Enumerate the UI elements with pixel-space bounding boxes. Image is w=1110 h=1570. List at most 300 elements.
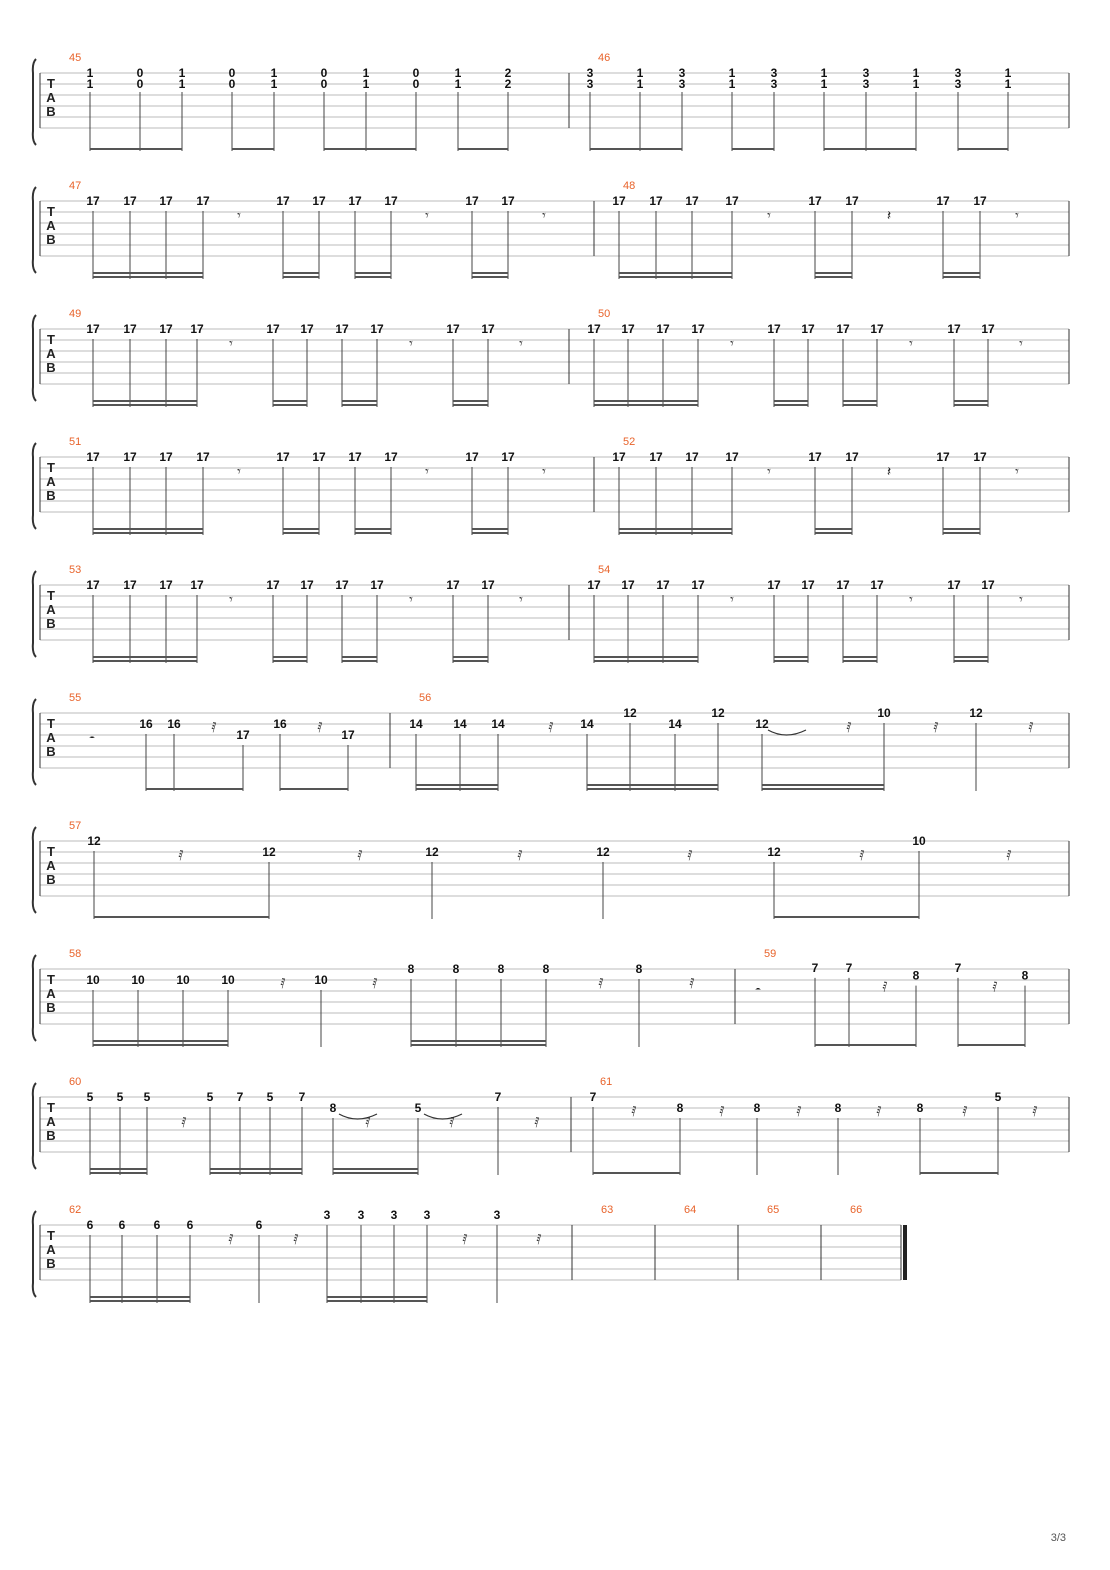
fret-number: 1 bbox=[1004, 77, 1012, 91]
fret-number: 1 bbox=[270, 66, 278, 80]
measure-number: 48 bbox=[623, 180, 636, 192]
fret-number: 0 bbox=[412, 66, 420, 80]
tab-clef-letter: A bbox=[46, 986, 56, 1001]
beam bbox=[453, 660, 488, 662]
beam bbox=[90, 1172, 147, 1174]
fret-number: 8 bbox=[912, 968, 920, 983]
rest: 𝄾 bbox=[237, 208, 241, 224]
system-bracket bbox=[33, 59, 36, 145]
rest: 𝄾 bbox=[409, 592, 413, 608]
measure-number: 55 bbox=[69, 692, 82, 704]
rest: 𝄾 bbox=[542, 208, 546, 224]
fret-number: 7 bbox=[589, 1090, 597, 1104]
fret-number: 5 bbox=[86, 1090, 94, 1104]
tab-system bbox=[33, 308, 1069, 407]
rest: 𝄽 bbox=[886, 464, 892, 480]
fret-number: 17 bbox=[801, 578, 815, 592]
beam bbox=[619, 276, 732, 278]
rest: 𝄾 bbox=[1019, 592, 1023, 608]
measure-number: 46 bbox=[598, 52, 611, 64]
rest: 𝅀 bbox=[846, 720, 852, 736]
fret-number: 3 bbox=[770, 66, 778, 80]
fret-number: 17 bbox=[341, 728, 355, 742]
fret-number: 17 bbox=[501, 194, 515, 208]
fret-number: 17 bbox=[86, 450, 100, 464]
rest: 𝄾 bbox=[229, 336, 233, 352]
beam bbox=[273, 660, 307, 662]
beam bbox=[815, 528, 852, 530]
tab-clef-letter: B bbox=[46, 1128, 56, 1143]
fret-number: 17 bbox=[725, 194, 739, 208]
tab-clef-letter: B bbox=[46, 616, 56, 631]
fret-number: 1 bbox=[636, 77, 644, 91]
fret-number: 17 bbox=[801, 322, 815, 336]
fret-number: 1 bbox=[454, 77, 462, 91]
fret-number: 8 bbox=[1021, 968, 1029, 983]
beam bbox=[619, 532, 732, 534]
beam bbox=[593, 1172, 680, 1174]
fret-number: 17 bbox=[335, 322, 349, 336]
fret-number: 8 bbox=[542, 962, 550, 976]
fret-number: 3 bbox=[423, 1208, 431, 1223]
beam bbox=[333, 1168, 418, 1170]
fret-number: 17 bbox=[159, 194, 173, 208]
fret-number: 1 bbox=[1004, 66, 1012, 80]
beam bbox=[594, 660, 698, 662]
tab-system bbox=[33, 52, 1069, 151]
beam bbox=[93, 656, 197, 658]
fret-number: 17 bbox=[685, 450, 699, 464]
fret-number: 10 bbox=[314, 973, 328, 987]
fret-number: 17 bbox=[981, 322, 995, 336]
beam bbox=[472, 276, 508, 278]
fret-number: 17 bbox=[845, 450, 859, 464]
beam bbox=[453, 404, 488, 406]
fret-number: 1 bbox=[820, 66, 828, 80]
tab-clef-letter: A bbox=[46, 474, 56, 489]
fret-number: 17 bbox=[276, 194, 290, 208]
rest: 𝅀 bbox=[719, 1104, 725, 1120]
rest: 𝅀 bbox=[280, 976, 286, 992]
beam bbox=[954, 400, 988, 402]
fret-number: 14 bbox=[453, 717, 467, 731]
beam bbox=[958, 148, 1008, 150]
fret-number: 1 bbox=[912, 77, 920, 91]
fret-number: 17 bbox=[86, 322, 100, 336]
rest: 𝅀 bbox=[876, 1104, 882, 1120]
tab-clef-letter: T bbox=[47, 460, 55, 475]
rest: 𝅀 bbox=[357, 848, 363, 864]
beam bbox=[594, 404, 698, 406]
fret-number: 17 bbox=[370, 578, 384, 592]
tab-clef-letter: T bbox=[47, 716, 55, 731]
rest: 𝅀 bbox=[449, 1115, 455, 1131]
fret-number: 17 bbox=[86, 194, 100, 208]
fret-number: 0 bbox=[320, 77, 328, 91]
beam bbox=[93, 1044, 228, 1046]
beam bbox=[93, 404, 197, 406]
fret-number: 12 bbox=[262, 845, 276, 859]
beam bbox=[283, 528, 319, 530]
rest: 𝅀 bbox=[293, 1232, 299, 1248]
rest: 𝅀 bbox=[859, 848, 865, 864]
rest: 𝄾 bbox=[519, 592, 523, 608]
fret-number: 5 bbox=[116, 1090, 124, 1104]
fret-number: 17 bbox=[587, 322, 601, 336]
fret-number: 12 bbox=[596, 845, 610, 859]
beam bbox=[472, 272, 508, 274]
beam bbox=[587, 784, 718, 786]
fret-number: 0 bbox=[228, 77, 236, 91]
beam bbox=[327, 1296, 427, 1298]
fret-number: 6 bbox=[118, 1218, 126, 1232]
beam bbox=[273, 404, 307, 406]
fret-number: 17 bbox=[836, 322, 850, 336]
fret-number: 16 bbox=[167, 717, 181, 731]
beam bbox=[954, 660, 988, 662]
fret-number: 0 bbox=[136, 77, 144, 91]
fret-number: 1 bbox=[270, 77, 278, 91]
fret-number: 12 bbox=[969, 706, 983, 720]
fret-number: 5 bbox=[266, 1090, 274, 1104]
rest: 𝅀 bbox=[317, 720, 323, 736]
beam bbox=[210, 1168, 302, 1170]
rest: 𝄼 bbox=[89, 731, 95, 747]
tab-clef-letter: A bbox=[46, 218, 56, 233]
fret-number: 17 bbox=[936, 194, 950, 208]
beam bbox=[283, 272, 319, 274]
rest: 𝅀 bbox=[211, 720, 217, 736]
system-bracket bbox=[33, 571, 36, 657]
rest: 𝅀 bbox=[372, 976, 378, 992]
tab-clef-letter: B bbox=[46, 104, 56, 119]
beam bbox=[273, 400, 307, 402]
rest: 𝄾 bbox=[767, 208, 771, 224]
fret-number: 17 bbox=[370, 322, 384, 336]
rest: 𝄾 bbox=[519, 336, 523, 352]
beam bbox=[619, 528, 732, 530]
beam bbox=[590, 148, 682, 150]
beam bbox=[342, 656, 377, 658]
fret-number: 0 bbox=[136, 66, 144, 80]
rest: 𝅀 bbox=[598, 976, 604, 992]
fret-number: 17 bbox=[446, 322, 460, 336]
fret-number: 17 bbox=[123, 450, 137, 464]
fret-number: 3 bbox=[862, 66, 870, 80]
rest: 𝅀 bbox=[517, 848, 523, 864]
measure-number: 57 bbox=[69, 820, 82, 832]
fret-number: 8 bbox=[916, 1101, 924, 1115]
tab-clef-letter: T bbox=[47, 588, 55, 603]
beam bbox=[453, 400, 488, 402]
fret-number: 8 bbox=[676, 1101, 684, 1115]
fret-number: 1 bbox=[454, 66, 462, 80]
measure-number: 49 bbox=[69, 308, 82, 320]
fret-number: 3 bbox=[323, 1208, 331, 1223]
rest: 𝅀 bbox=[992, 979, 998, 996]
tab-system bbox=[33, 948, 1069, 1047]
fret-number: 5 bbox=[994, 1090, 1002, 1104]
fret-number: 6 bbox=[255, 1218, 263, 1232]
measure-number: 63 bbox=[601, 1204, 614, 1216]
fret-number: 17 bbox=[612, 194, 626, 208]
beam bbox=[416, 784, 498, 786]
beam bbox=[453, 656, 488, 658]
fret-number: 17 bbox=[870, 578, 884, 592]
fret-number: 17 bbox=[981, 578, 995, 592]
rest: 𝅀 bbox=[1032, 1104, 1038, 1120]
beam bbox=[843, 656, 877, 658]
beam bbox=[815, 1044, 916, 1046]
fret-number: 14 bbox=[580, 717, 594, 731]
fret-number: 14 bbox=[491, 717, 505, 731]
rest: 𝅀 bbox=[689, 976, 695, 992]
tie bbox=[339, 1114, 377, 1119]
fret-number: 3 bbox=[954, 77, 962, 91]
beam bbox=[93, 528, 203, 530]
rest: 𝅀 bbox=[796, 1104, 802, 1120]
beam bbox=[472, 528, 508, 530]
rest: 𝅀 bbox=[687, 848, 693, 864]
beam bbox=[283, 532, 319, 534]
fret-number: 1 bbox=[820, 77, 828, 91]
rest: 𝅀 bbox=[178, 848, 184, 864]
fret-number: 1 bbox=[86, 77, 94, 91]
system-bracket bbox=[33, 315, 36, 401]
beam bbox=[954, 656, 988, 658]
fret-number: 17 bbox=[312, 194, 326, 208]
tab-clef-letter: T bbox=[47, 76, 55, 91]
beam bbox=[920, 1172, 998, 1174]
fret-number: 3 bbox=[770, 77, 778, 91]
fret-number: 16 bbox=[273, 717, 287, 731]
fret-number: 6 bbox=[186, 1218, 194, 1232]
beam bbox=[327, 1300, 427, 1302]
tab-system bbox=[33, 1076, 1069, 1175]
tab-clef-letter: T bbox=[47, 1228, 55, 1243]
system-bracket bbox=[33, 1211, 36, 1297]
fret-number: 5 bbox=[206, 1090, 214, 1104]
fret-number: 17 bbox=[123, 194, 137, 208]
fret-number: 10 bbox=[912, 834, 926, 848]
fret-number: 0 bbox=[412, 77, 420, 91]
rest: 𝄾 bbox=[542, 464, 546, 480]
beam bbox=[411, 1040, 546, 1042]
fret-number: 17 bbox=[501, 450, 515, 464]
tab-clef-letter: T bbox=[47, 972, 55, 987]
tab-clef-letter: B bbox=[46, 1000, 56, 1015]
rest: 𝅀 bbox=[181, 1115, 187, 1131]
tab-clef-letter: T bbox=[47, 204, 55, 219]
fret-number: 3 bbox=[678, 66, 686, 80]
tab-clef-letter: A bbox=[46, 346, 56, 361]
fret-number: 17 bbox=[973, 194, 987, 208]
fret-number: 10 bbox=[221, 973, 235, 987]
beam bbox=[774, 400, 808, 402]
beam bbox=[342, 660, 377, 662]
beam bbox=[958, 1044, 1025, 1046]
rest: 𝅀 bbox=[228, 1232, 234, 1248]
fret-number: 17 bbox=[481, 322, 495, 336]
measure-number: 64 bbox=[684, 1204, 697, 1216]
fret-number: 6 bbox=[153, 1218, 161, 1232]
fret-number: 5 bbox=[143, 1090, 151, 1104]
fret-number: 17 bbox=[621, 578, 635, 592]
tab-clef-letter: A bbox=[46, 1114, 56, 1129]
fret-number: 17 bbox=[312, 450, 326, 464]
fret-number: 16 bbox=[139, 717, 153, 731]
final-barline bbox=[903, 1225, 907, 1280]
rest: 𝄾 bbox=[229, 592, 233, 608]
tab-clef-letter: B bbox=[46, 1256, 56, 1271]
measure-number: 56 bbox=[419, 692, 432, 704]
fret-number: 2 bbox=[504, 66, 512, 80]
fret-number: 12 bbox=[425, 845, 439, 859]
fret-number: 3 bbox=[678, 77, 686, 91]
fret-number: 17 bbox=[190, 322, 204, 336]
rest: 𝅀 bbox=[462, 1232, 468, 1248]
beam bbox=[943, 528, 980, 530]
rest: 𝄾 bbox=[425, 208, 429, 224]
beam bbox=[355, 272, 391, 274]
fret-number: 1 bbox=[362, 77, 370, 91]
tab-clef-letter: B bbox=[46, 872, 56, 887]
rest: 𝄾 bbox=[1019, 336, 1023, 352]
rest: 𝅀 bbox=[631, 1104, 637, 1120]
fret-number: 17 bbox=[300, 578, 314, 592]
measure-number: 52 bbox=[623, 436, 636, 448]
tab-clef-letter: A bbox=[46, 858, 56, 873]
fret-number: 17 bbox=[190, 578, 204, 592]
fret-number: 1 bbox=[728, 66, 736, 80]
beam bbox=[146, 788, 243, 790]
fret-number: 12 bbox=[623, 706, 637, 720]
fret-number: 17 bbox=[465, 450, 479, 464]
fret-number: 17 bbox=[276, 450, 290, 464]
rest: 𝅀 bbox=[1006, 848, 1012, 864]
tab-clef-letter: T bbox=[47, 844, 55, 859]
fret-number: 12 bbox=[755, 717, 769, 731]
beam bbox=[93, 1040, 228, 1042]
fret-number: 17 bbox=[656, 578, 670, 592]
beam bbox=[774, 660, 808, 662]
fret-number: 17 bbox=[621, 322, 635, 336]
measure-number: 59 bbox=[764, 948, 777, 960]
rest: 𝅀 bbox=[536, 1232, 542, 1248]
fret-number: 7 bbox=[845, 960, 853, 975]
rest: 𝄽 bbox=[886, 208, 892, 224]
fret-number: 7 bbox=[811, 960, 819, 975]
fret-number: 17 bbox=[691, 578, 705, 592]
measure-number: 54 bbox=[598, 564, 611, 576]
fret-number: 17 bbox=[587, 578, 601, 592]
beam bbox=[587, 788, 718, 790]
fret-number: 17 bbox=[159, 322, 173, 336]
measure-number: 50 bbox=[598, 308, 611, 320]
measure-number: 53 bbox=[69, 564, 82, 576]
fret-number: 1 bbox=[728, 77, 736, 91]
beam bbox=[843, 400, 877, 402]
tie bbox=[424, 1114, 462, 1119]
rest: 𝄼 bbox=[755, 982, 761, 999]
beam bbox=[943, 272, 980, 274]
fret-number: 17 bbox=[947, 322, 961, 336]
beam bbox=[774, 916, 919, 918]
fret-number: 10 bbox=[877, 706, 891, 720]
fret-number: 7 bbox=[494, 1090, 502, 1104]
beam bbox=[472, 532, 508, 534]
rest: 𝄾 bbox=[1015, 464, 1019, 480]
fret-number: 5 bbox=[414, 1101, 422, 1115]
fret-number: 1 bbox=[912, 66, 920, 80]
tab-clef-letter: A bbox=[46, 1242, 56, 1257]
fret-number: 10 bbox=[131, 973, 145, 987]
fret-number: 17 bbox=[446, 578, 460, 592]
fret-number: 8 bbox=[329, 1101, 337, 1115]
rest: 𝄾 bbox=[1015, 208, 1019, 224]
fret-number: 14 bbox=[668, 717, 682, 731]
fret-number: 8 bbox=[407, 962, 415, 976]
tab-clef-letter: B bbox=[46, 744, 56, 759]
fret-number: 3 bbox=[586, 77, 594, 91]
rest: 𝄾 bbox=[237, 464, 241, 480]
beam bbox=[762, 784, 884, 786]
fret-number: 8 bbox=[497, 962, 505, 976]
tab-clef-letter: B bbox=[46, 488, 56, 503]
page-number: 3/3 bbox=[1050, 1532, 1066, 1544]
fret-number: 17 bbox=[656, 322, 670, 336]
beam bbox=[824, 148, 916, 150]
fret-number: 1 bbox=[362, 66, 370, 80]
beam bbox=[954, 404, 988, 406]
beam bbox=[843, 660, 877, 662]
tab-clef-letter: B bbox=[46, 360, 56, 375]
tab-clef-letter: T bbox=[47, 1100, 55, 1115]
rest: 𝄾 bbox=[730, 336, 734, 352]
beam bbox=[774, 656, 808, 658]
system-bracket bbox=[33, 187, 36, 273]
tab-system bbox=[33, 692, 1069, 791]
beam bbox=[90, 148, 182, 150]
fret-number: 17 bbox=[384, 194, 398, 208]
measure-number: 65 bbox=[767, 1204, 780, 1216]
fret-number: 1 bbox=[178, 66, 186, 80]
rest: 𝅀 bbox=[962, 1104, 968, 1120]
beam bbox=[93, 532, 203, 534]
rest: 𝄾 bbox=[909, 336, 913, 352]
fret-number: 12 bbox=[711, 706, 725, 720]
beam bbox=[355, 528, 391, 530]
beam bbox=[458, 148, 508, 150]
fret-number: 17 bbox=[691, 322, 705, 336]
tab-clef-letter: B bbox=[46, 232, 56, 247]
measure-number: 45 bbox=[69, 52, 82, 64]
rest: 𝅀 bbox=[548, 720, 554, 736]
fret-number: 3 bbox=[390, 1208, 398, 1223]
beam bbox=[210, 1172, 302, 1174]
beam bbox=[93, 660, 197, 662]
measure-number: 66 bbox=[850, 1204, 863, 1216]
fret-number: 17 bbox=[836, 578, 850, 592]
beam bbox=[324, 148, 416, 150]
beam bbox=[774, 404, 808, 406]
beam bbox=[342, 400, 377, 402]
fret-number: 17 bbox=[236, 728, 250, 742]
measure-number: 62 bbox=[69, 1204, 82, 1216]
fret-number: 17 bbox=[936, 450, 950, 464]
fret-number: 7 bbox=[954, 960, 962, 975]
fret-number: 17 bbox=[123, 578, 137, 592]
